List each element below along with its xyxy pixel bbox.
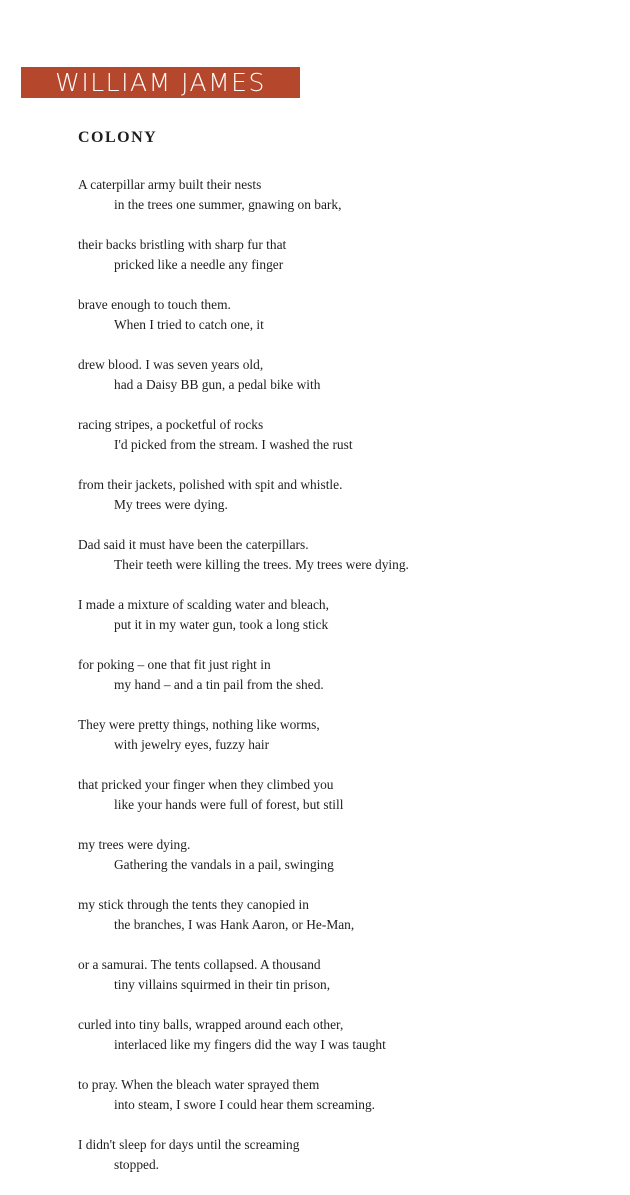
stanza [78,715,618,755]
poem-line-indented: I'd picked from the stream. I washed the rust [114,437,353,452]
poem-line: their backs bristling with sharp fur that [78,237,287,252]
poem-title: COLONY [78,129,158,146]
stanza [78,535,618,575]
stanza [78,475,618,515]
poem-line: my trees were dying. [78,837,191,852]
poem-line: racing stripes, a pocketful of rocks [78,417,264,432]
poem-line-indented: interlaced like my fingers did the way I was taught [114,1037,386,1052]
poem-line-indented: like your hands were full of forest, but still [114,797,344,812]
stanza [78,1135,618,1175]
poem-body [78,175,618,1195]
stanza [78,895,618,935]
poem-line: brave enough to touch them. [78,297,231,312]
stanza [78,595,618,635]
poem-line: to pray. When the bleach water sprayed them [78,1077,320,1092]
stanza [78,775,618,815]
stanza [78,295,618,335]
poem-line: my stick through the tents they canopied in [78,897,309,912]
poem-line: or a samurai. The tents collapsed. A thousand [78,957,321,972]
stanza [78,955,618,995]
poem-line-indented: stopped. [114,1157,160,1172]
poem-line: I made a mixture of scalding water and bleach, [78,597,329,612]
poem-line: I didn't sleep for days until the screaming [78,1137,300,1152]
poem-line: curled into tiny balls, wrapped around each other, [78,1017,344,1032]
poem-line-indented: My trees were dying. [114,497,228,512]
stanza [78,415,618,455]
stanza [78,835,618,875]
poem-line: from their jackets, polished with spit and whistle. [78,477,343,492]
poem-line-indented: put it in my water gun, took a long stick [114,617,329,632]
poem-line-indented: had a Daisy BB gun, a pedal bike with [114,377,321,392]
poem-line-indented: When I tried to catch one, it [114,317,264,332]
poem-line-indented: the branches, I was Hank Aaron, or He-Man, [114,917,355,932]
poem-line: They were pretty things, nothing like worms, [78,717,320,732]
poem-line: that pricked your finger when they climbed you [78,777,334,792]
author-banner [21,67,300,98]
poem-line: for poking – one that fit just right in [78,657,271,672]
author-name: WILLIAM JAMES [55,68,266,97]
stanza [78,355,618,395]
poem-line-indented: Gathering the vandals in a pail, swinging [114,857,334,872]
poem-line-indented: tiny villains squirmed in their tin prison, [114,977,331,992]
poem-line: A caterpillar army built their nests [78,177,262,192]
stanza [78,655,618,695]
poem-line-indented: my hand – and a tin pail from the shed. [114,677,324,692]
poem-line-indented: with jewelry eyes, fuzzy hair [114,737,270,752]
stanza [78,235,618,275]
poem-line-indented: pricked like a needle any finger [114,257,284,272]
poem-line-indented: in the trees one summer, gnawing on bark, [114,197,342,212]
poem-line-indented: into steam, I swore I could hear them screaming. [114,1097,376,1112]
poem-line: Dad said it must have been the caterpillars. [78,537,309,552]
poem-line: drew blood. I was seven years old, [78,357,264,372]
stanza [78,175,618,215]
stanza [78,1075,618,1115]
stanza [78,1015,618,1055]
poem-line-indented: Their teeth were killing the trees. My trees were dying. [114,557,409,572]
